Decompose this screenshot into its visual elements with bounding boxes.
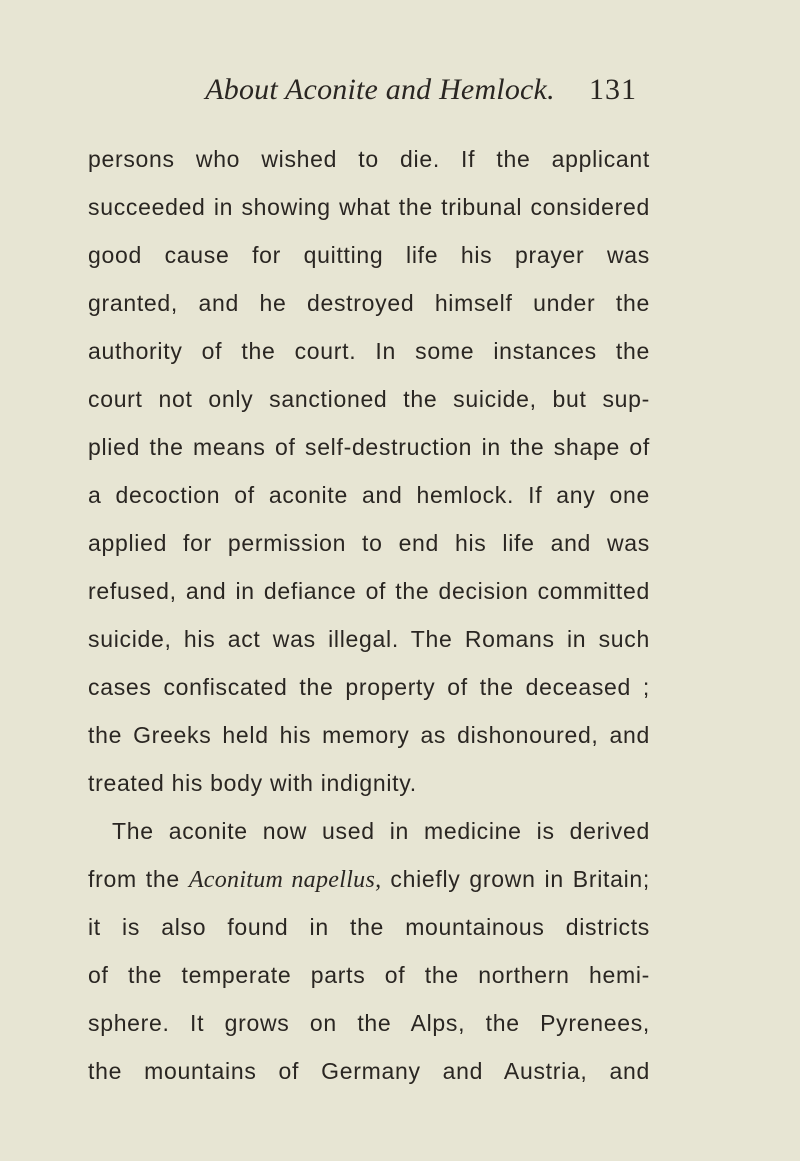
running-head [0, 70, 800, 110]
page-number: 131 [589, 73, 637, 106]
text-line: plied the means of self-destruction in the shape of [88, 434, 650, 460]
text-line: suicide, his act was illegal. The Romans in such [88, 626, 650, 652]
text-line: succeeded in showing what the tribunal considered [88, 194, 650, 220]
text-line: persons who wished to die. If the applicant [88, 146, 650, 172]
text-line: a decoction of aconite and hemlock. If any one [88, 482, 650, 508]
text-line: good cause for quitting life his prayer was [88, 242, 650, 268]
text-line: refused, and in defiance of the decision committed [88, 578, 650, 604]
text-line: granted, and he destroyed himself under the [88, 290, 650, 316]
species-line-prefix: from the [88, 866, 189, 892]
body-text [88, 135, 650, 1095]
text-line: it is also found in the mountainous districts [88, 914, 650, 940]
text-line: of the temperate parts of the northern hemi- [88, 962, 650, 988]
text-line: applied for permission to end his life and was [88, 530, 650, 556]
text-line: treated his body with indignity. [88, 770, 417, 796]
text-line-with-species [88, 855, 650, 903]
species-line-suffix: chiefly grown in Britain; [381, 866, 650, 892]
text-line: the mountains of Germany and Austria, and [88, 1058, 650, 1084]
species-name: Aconitum napellus, [188, 867, 382, 893]
text-line: cases confiscated the property of the deceased ; [88, 674, 650, 700]
text-line: The aconite now used in medicine is derived [112, 818, 650, 844]
text-line: authority of the court. In some instances the [88, 338, 650, 364]
text-line: court not only sanctioned the suicide, but sup- [88, 386, 650, 412]
text-line: sphere. It grows on the Alps, the Pyrenees, [88, 1010, 650, 1036]
text-line: the Greeks held his memory as dishonoured, and [88, 722, 650, 748]
running-title: About Aconite and Hemlock. [205, 73, 555, 106]
